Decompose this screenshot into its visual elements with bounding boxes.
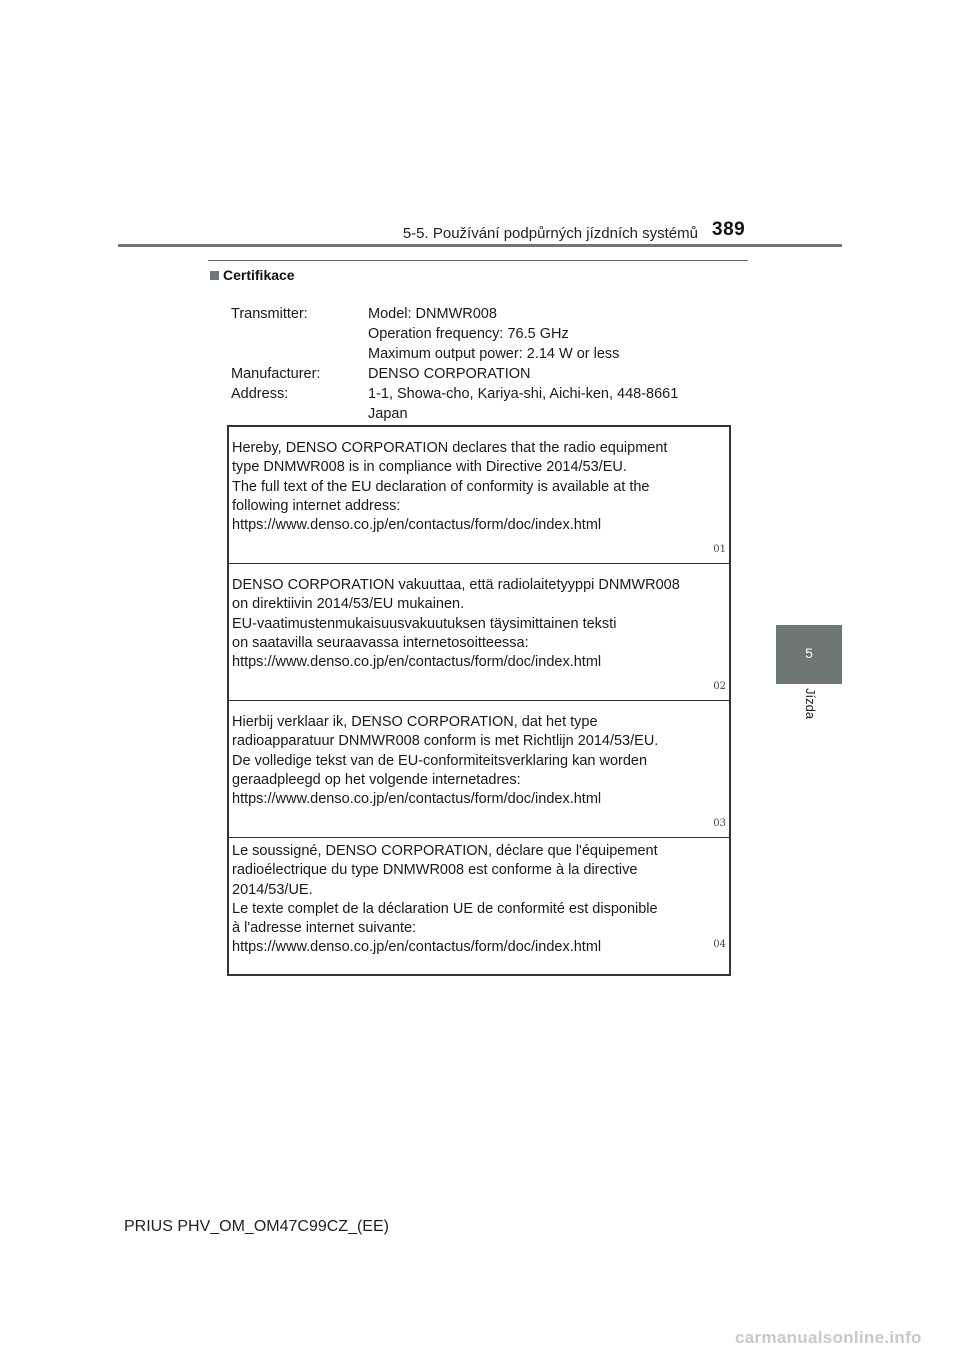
declaration-line: EU-vaatimustenmukaisuusvakuutuksen täysimittainen teksti <box>232 615 617 632</box>
header-divider <box>118 244 842 247</box>
declaration-line: à l'adresse internet suivante: <box>232 920 417 937</box>
declaration-line: Hierbij verklaar ik, DENSO CORPORATION, dat het type <box>232 714 598 730</box>
declaration-line: Le soussigné, DENSO CORPORATION, déclare que l'équipement <box>232 843 658 859</box>
declaration-code: 03 <box>713 817 726 829</box>
spec-values <box>368 304 751 364</box>
spec-table <box>231 304 751 424</box>
declaration-line: De volledige tekst van de EU-conformiteitsverklaring kan worden <box>232 752 648 769</box>
declaration-dutch <box>229 701 729 838</box>
declaration-english <box>229 427 729 564</box>
spec-row-address <box>231 384 751 424</box>
spec-label: Transmitter: <box>231 306 308 322</box>
spec-value: Maximum output power: 2.14 W or less <box>368 346 620 362</box>
declaration-url: https://www.denso.co.jp/en/contactus/form/doc/index.html <box>232 939 602 956</box>
spec-value: Japan <box>368 406 408 422</box>
spec-value: 1-1, Showa-cho, Kariya-shi, Aichi-ken, 448-8661 <box>368 386 679 402</box>
declaration-url: https://www.denso.co.jp/en/contactus/form/doc/index.html <box>232 654 602 671</box>
declaration-line: following internet address: <box>232 497 401 514</box>
spec-value: DENSO CORPORATION <box>368 366 531 382</box>
chapter-tab <box>776 625 842 684</box>
chapter-tab-label: Jízda <box>803 688 818 720</box>
declaration-line: geraadpleegd op het volgende internetadres: <box>232 771 521 788</box>
section-heading-text: Certifikace <box>223 267 295 283</box>
declaration-code: 02 <box>713 680 726 692</box>
declaration-finnish <box>229 564 729 701</box>
watermark: carmanualsonline.info <box>735 1328 922 1347</box>
declaration-box <box>227 425 731 976</box>
declaration-line: Le texte complet de la déclaration UE de conformité est disponible <box>232 900 658 917</box>
section-heading <box>210 267 295 283</box>
page-number: 389 <box>712 219 746 240</box>
declaration-line: type DNMWR008 is in compliance with Directive 2014/53/EU. <box>232 459 627 476</box>
declaration-line: 2014/53/UE. <box>232 881 313 898</box>
spec-row-manufacturer <box>231 364 751 384</box>
spec-label: Manufacturer: <box>231 366 321 382</box>
spec-values <box>368 384 751 424</box>
declaration-line: DENSO CORPORATION vakuuttaa, että radiolaitetyyppi DNMWR008 <box>232 577 680 593</box>
declaration-french <box>229 838 729 958</box>
declaration-line: Hereby, DENSO CORPORATION declares that the radio equipment <box>232 440 668 456</box>
declaration-code: 04 <box>713 939 726 951</box>
declaration-line: radioélectrique du type DNMWR008 est conforme à la directive <box>232 862 638 879</box>
header-section-title: 5-5. Používání podpůrných jízdních systémů <box>402 225 698 242</box>
declaration-line: The full text of the EU declaration of conformity is available at the <box>232 478 650 495</box>
declaration-url: https://www.denso.co.jp/en/contactus/form/doc/index.html <box>232 791 602 808</box>
spec-values <box>368 364 751 384</box>
declaration-code: 01 <box>713 543 726 555</box>
section-divider <box>208 260 748 261</box>
spec-label: Address: <box>231 386 289 402</box>
spec-row-transmitter <box>231 304 751 364</box>
square-bullet-icon <box>210 271 219 280</box>
declaration-line: radioapparatuur DNMWR008 conform is met Richtlijn 2014/53/EU. <box>232 733 659 750</box>
spec-value: Operation frequency: 76.5 GHz <box>368 326 569 342</box>
declaration-line: on saatavilla seuraavassa internetosoitteessa: <box>232 634 529 651</box>
spec-value: Model: DNMWR008 <box>368 306 497 322</box>
document-id: PRIUS PHV_OM_OM47C99CZ_(EE) <box>124 1218 389 1235</box>
declaration-url: https://www.denso.co.jp/en/contactus/form/doc/index.html <box>232 517 602 534</box>
chapter-tab-number: 5 <box>805 645 813 661</box>
declaration-line: on direktiivin 2014/53/EU mukainen. <box>232 596 465 613</box>
